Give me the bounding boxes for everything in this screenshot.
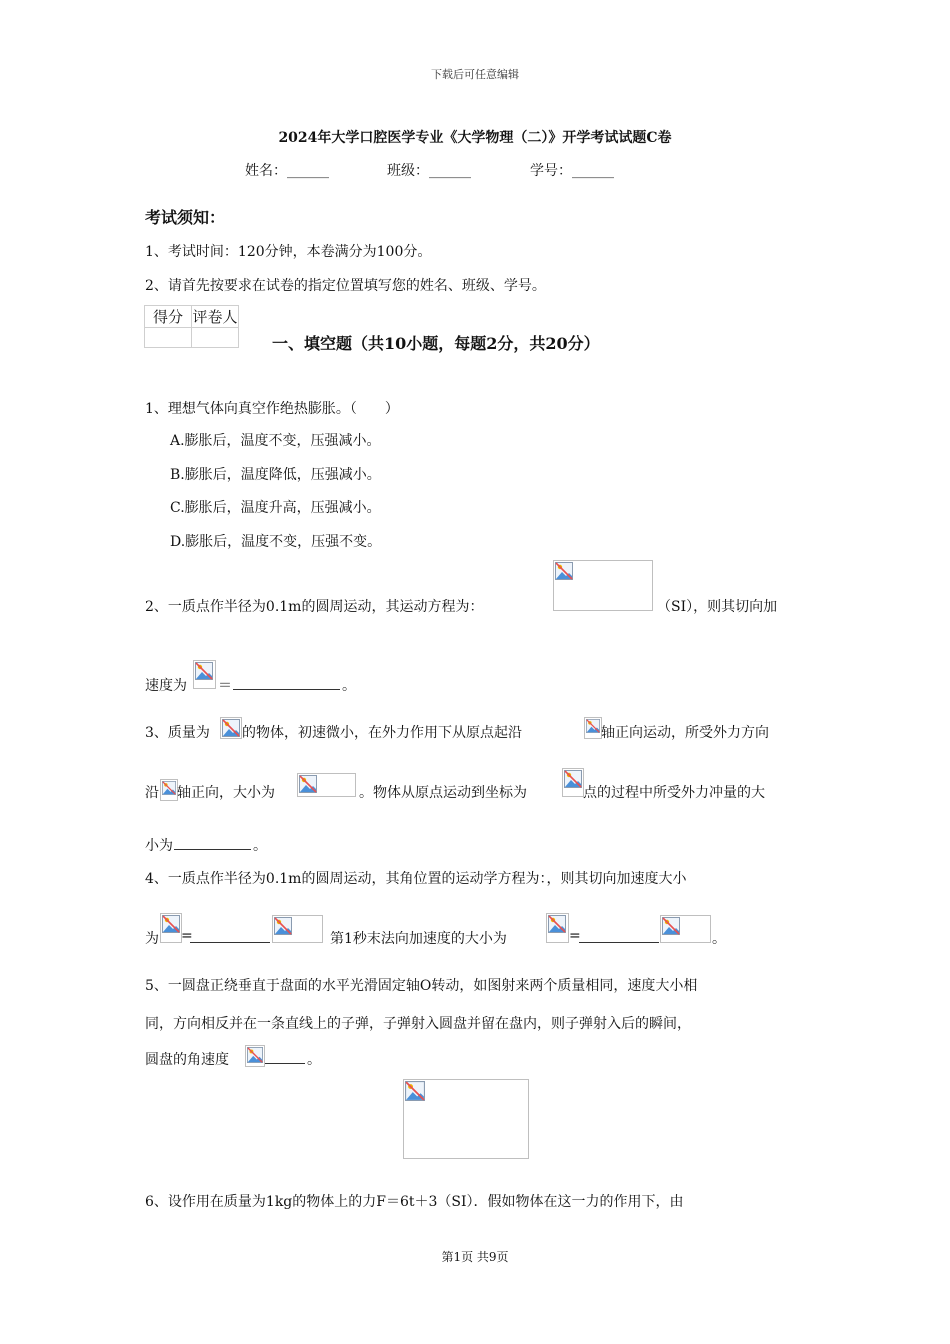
coordinate-image [562,768,584,797]
question-3-line3: 小为 [145,838,173,854]
force-image [297,773,356,797]
question-4-line2: 为 [145,931,159,947]
question-6-line1: 6、设作用在质量为1kg的物体上的力F＝6t＋3（SI）．假如物体在这一力的作用下，由 [145,1194,684,1210]
symbol-image [160,913,182,943]
equation-image [553,560,653,611]
question-4-equals: = [181,928,193,944]
broken-image-icon [299,775,317,793]
answer-blank [265,1049,305,1064]
question-5-line1: 5、一圆盘正绕垂直于盘面的水平光滑固定轴O转动，如图射来两个质量相同，速度大小相 [145,978,698,994]
student-id-field: 学号：______ [530,163,614,179]
option-d: D.膨胀后，温度不变，压强不变。 [170,534,382,550]
unit-image [272,915,323,943]
score-table [144,305,239,348]
broken-image-icon [247,1047,263,1063]
question-3-line1-end: 轴正向运动，所受外力方向 [601,725,769,741]
answer-blank [579,928,659,943]
exam-title: 2024年大学口腔医学专业《大学物理（二）》开学考试试题C卷 [278,130,672,146]
broken-image-icon [564,770,582,788]
broken-image-icon [222,719,240,737]
top-note: 下载后可任意编辑 [431,68,519,81]
question-3-line1-mid: 的物体，初速微小，在外力作用下从原点起沿 [242,725,522,741]
option-b: B.膨胀后，温度降低，压强减小。 [170,467,381,483]
question-3-line2-mid2: 。物体从原点运动到坐标为 [359,785,527,801]
question-3-end: 。 [253,838,267,854]
broken-image-icon [162,915,180,933]
question-5-line2: 同，方向相反并在一条直线上的子弹，子弹射入圆盘并留在盘内，则子弹射入后的瞬间， [145,1016,691,1032]
question-4-equals-2: = [569,928,581,944]
question-2-line1: 2、一质点作半径为0.1m的圆周运动，其运动方程为： [145,599,484,615]
broken-image-icon [555,562,573,580]
question-1-stem: 1、理想气体向真空作绝热膨胀。（ ） [145,401,399,417]
unit-image [660,915,711,943]
broken-image-icon [662,917,680,935]
broken-image-icon [586,719,600,733]
notice-title: 考试须知： [145,208,226,227]
symbol-image [220,717,242,739]
broken-image-icon [405,1081,425,1101]
class-field: 班级：______ [387,163,471,179]
broken-image-icon [195,662,213,680]
question-2-end: 。 [342,678,356,694]
question-2-line2: 速度为 [145,678,187,694]
page-number: 第1页 共9页 [441,1250,509,1264]
symbol-image [160,779,178,801]
score-header: 得分 [145,306,192,328]
question-3-line1: 3、质量为 [145,725,210,741]
question-4-end: 。 [712,931,726,947]
score-cell [145,328,192,348]
question-3-line2-mid: 轴正向，大小为 [177,785,275,801]
symbol-image [245,1045,265,1067]
broken-image-icon [274,917,292,935]
question-4-line1: 4、一质点作半径为0.1m的圆周运动，其角位置的运动学方程为：，则其切向加速度大小 [145,871,687,887]
question-3-line2: 沿 [145,785,159,801]
option-a: A.膨胀后，温度不变，压强减小。 [170,433,381,449]
question-2-line1-end: （SI），则其切向加 [657,599,778,615]
section-title: 一、填空题（共10小题，每题2分，共20分） [272,334,600,353]
broken-image-icon [548,915,566,933]
symbol-image [193,660,216,689]
question-2-equals: ＝ [218,678,232,694]
grader-cell [192,328,239,348]
option-c: C.膨胀后，温度升高，压强减小。 [170,500,381,516]
symbol-image [546,913,569,943]
symbol-image [584,717,602,739]
question-5-line3: 圆盘的角速度 [145,1052,229,1068]
broken-image-icon [162,781,176,795]
notice-item: 2、请首先按要求在试卷的指定位置填写您的姓名、班级、学号。 [145,278,546,294]
name-field: 姓名：______ [245,163,329,179]
grader-header: 评卷人 [192,306,239,328]
answer-blank [174,835,251,850]
notice-item: 1、考试时间：120分钟，本卷满分为100分。 [145,244,432,260]
answer-blank [190,928,270,943]
question-5-end: 。 [307,1052,321,1068]
disc-figure-image [403,1079,529,1159]
question-4-line2-mid: 第1秒末法向加速度的大小为 [330,931,507,947]
answer-blank [233,675,340,690]
question-3-line2-end: 点的过程中所受外力冲量的大 [583,785,765,801]
